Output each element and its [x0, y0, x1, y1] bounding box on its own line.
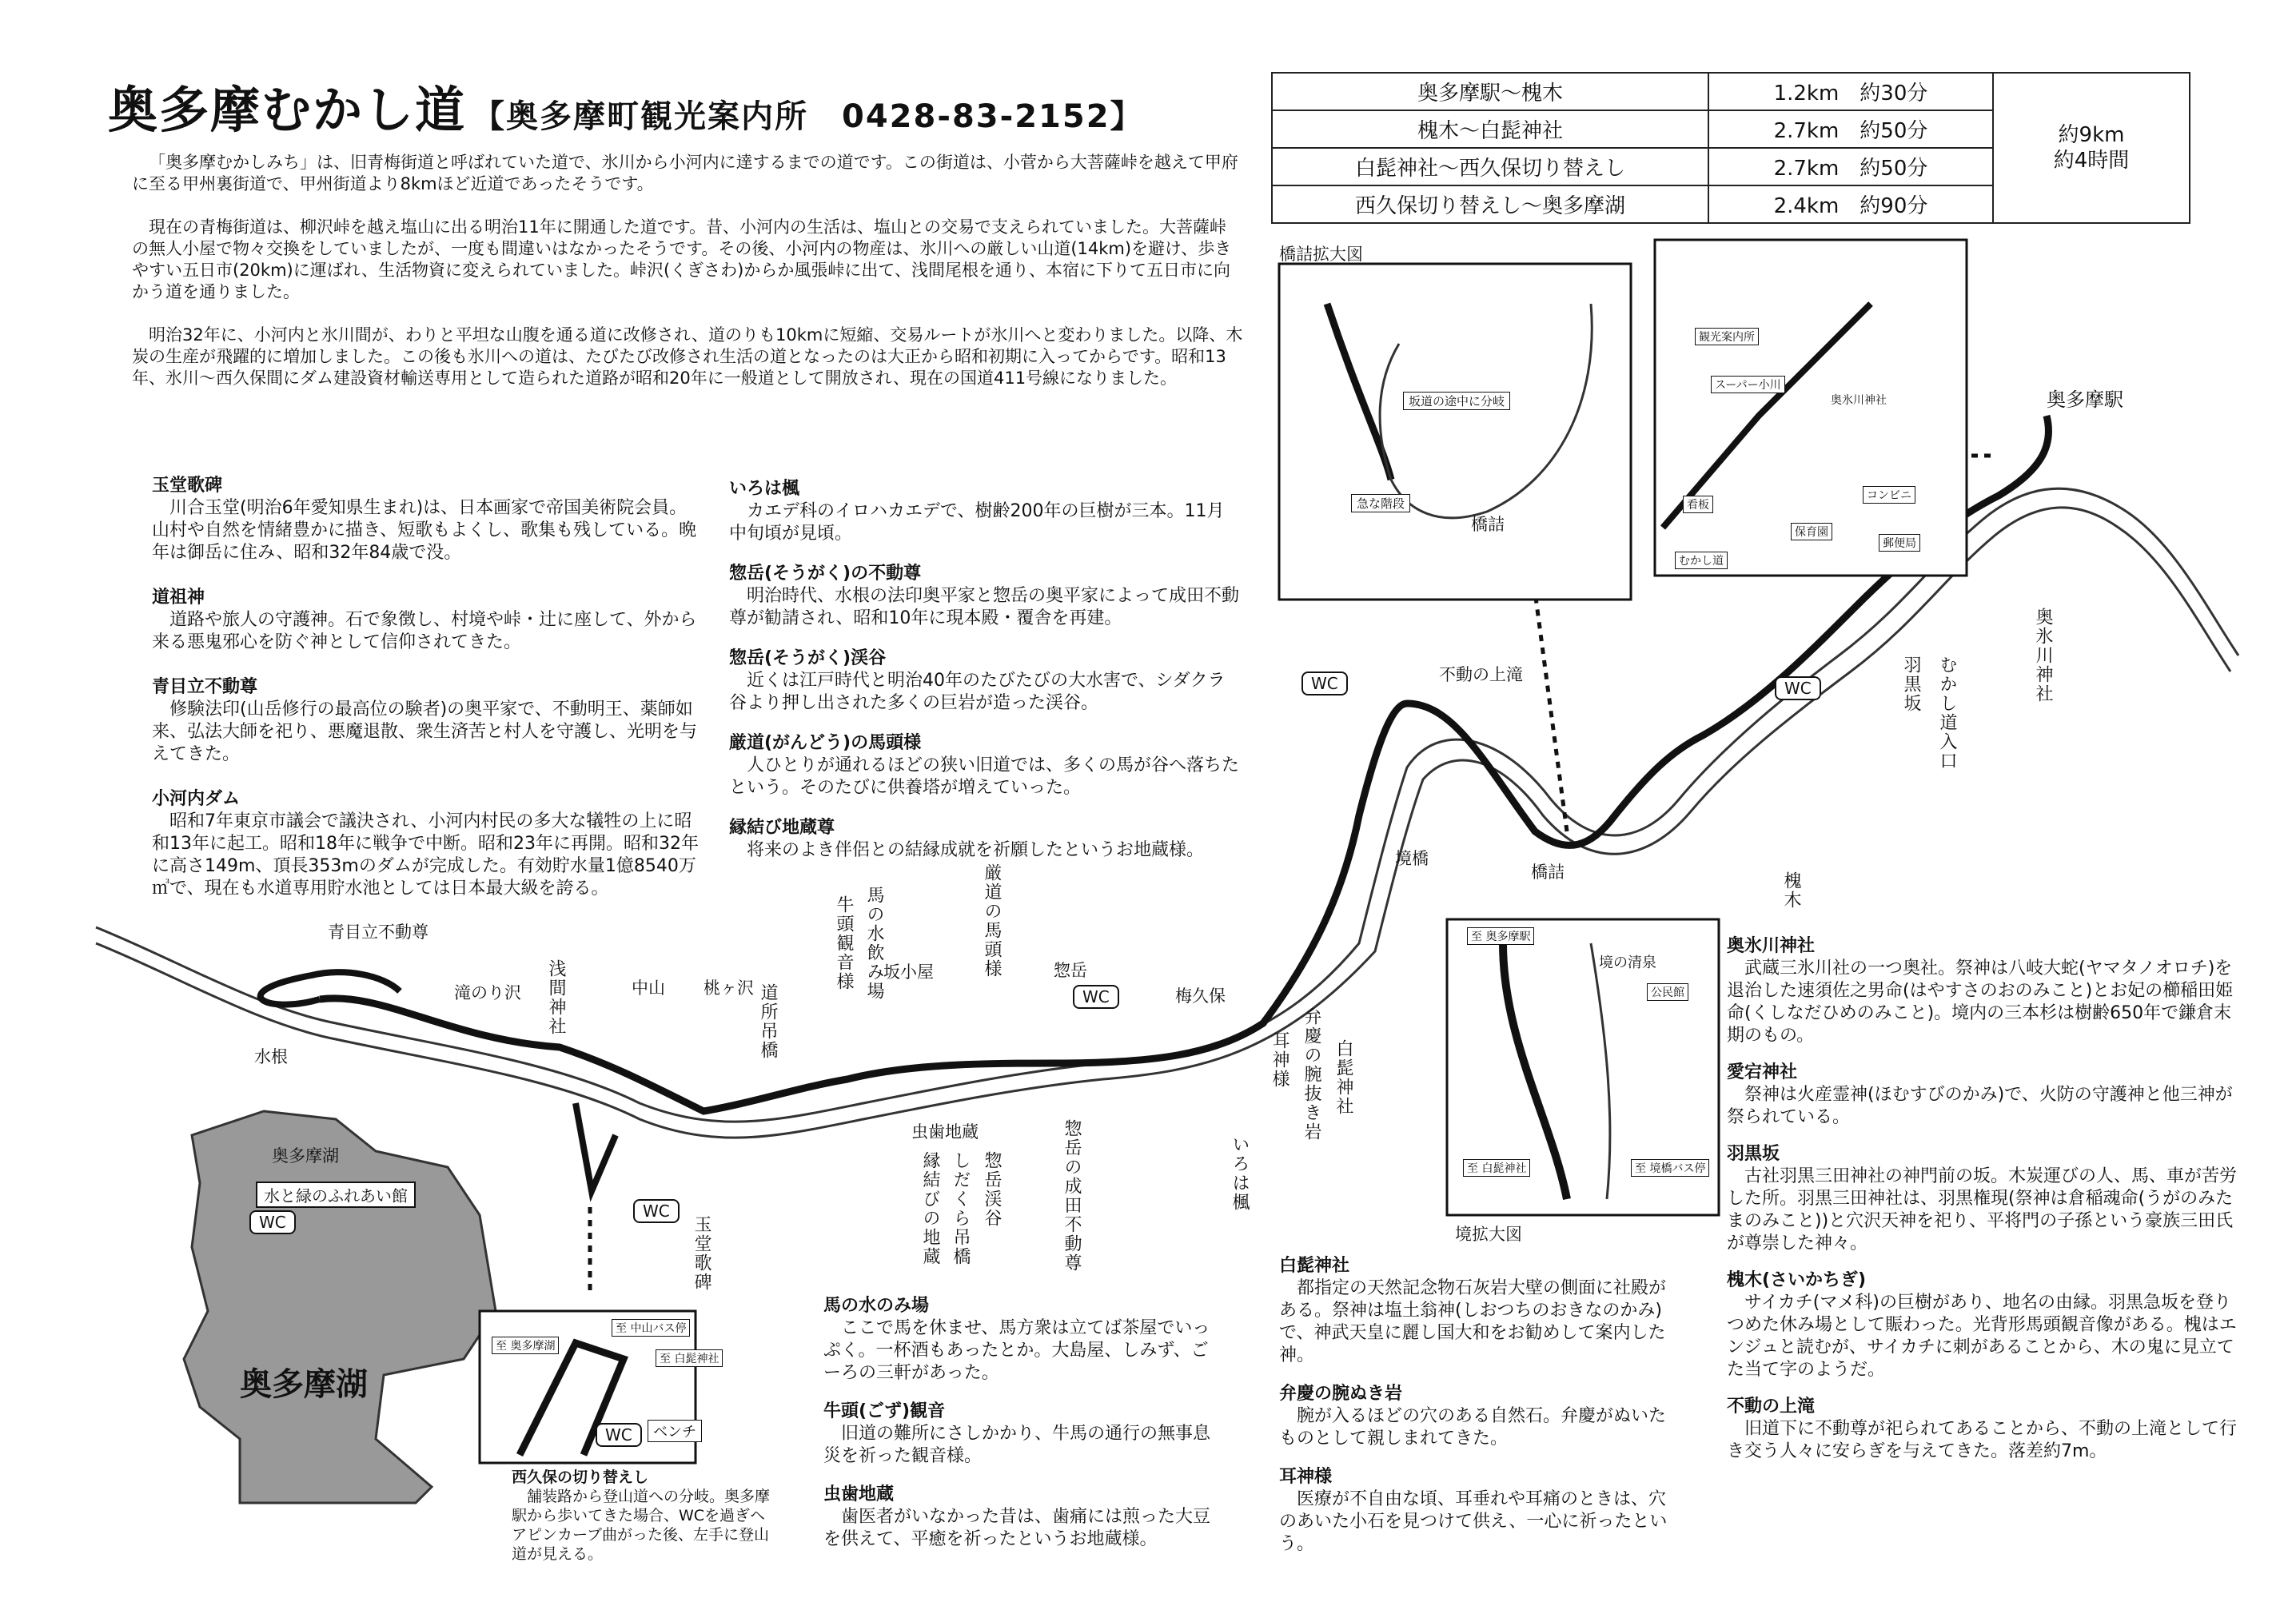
place-label: しだくら吊橋: [951, 1151, 971, 1266]
inset-sign: 至 奥多摩駅: [1467, 927, 1534, 945]
note-body: 古社羽黒三田神社の神門前の坂。木炭運びの人、馬、車が苦労した所。羽黒三田神社は、羽黒権現(祭神は倉稲魂命(うがのみたまのみこと))と穴沢天神を祀り、平将門の子孫という豪族三田氏が尊崇した神々。: [1727, 1166, 2238, 1253]
inset-place: 境の清泉: [1599, 954, 1656, 971]
section-cell: 西久保切り替えし～奥多摩湖: [1272, 185, 1708, 223]
notes-bottom-mid: [823, 1295, 1223, 1551]
place-label: 青目立不動尊: [328, 923, 429, 942]
wc-label: WC: [1301, 672, 1348, 695]
place-label: 奥氷川神社: [2033, 608, 2053, 703]
note-title: 馬の水のみ場: [823, 1296, 930, 1316]
note-title: 玉堂歌碑: [152, 476, 223, 496]
note-body: 歯医者がいなかった昔は、歯痛には煎った大豆を供えて、平癒を祈ったというお地蔵様。: [823, 1507, 1211, 1549]
station-label: 奥多摩駅: [2047, 389, 2123, 411]
note-title: 牛頭(ごず)観音: [823, 1401, 946, 1421]
section-cell: 白髭神社～西久保切り替えし: [1272, 148, 1708, 185]
note-title: 奥氷川神社: [1727, 936, 1816, 956]
note-body: 明治時代、水根の法印奥平家と惣岳の奥平家によって成田不動尊が勧請され、昭和10年に現本殿・覆舎を再建。: [729, 586, 1240, 628]
distance-cell: 2.4km 約90分: [1708, 185, 1993, 223]
intro-paragraph: 「奥多摩むかしみち」は、旧青梅街道と呼ばれていた道で、氷川から小河内に達するまでの道です。この街道は、小菅から大菩薩峠を越えて甲府に至る甲州裏街道で、甲州街道より8kmほど近道であったそうです。: [132, 153, 1238, 193]
lake-label: 奥多摩湖: [240, 1366, 368, 1403]
inset-station-label: 看板: [1683, 496, 1713, 513]
note-item: [729, 817, 1241, 862]
note-item: [1727, 1396, 2246, 1463]
place-label: 惣岳の成田不動尊: [1062, 1119, 1082, 1273]
inset-station-label: コンビニ: [1863, 486, 1915, 504]
place-label: 橋詰: [1531, 863, 1565, 882]
place-label: 馬の水飲み場: [864, 886, 884, 1001]
inset-place: 橋詰: [1471, 515, 1505, 534]
note-title: いろは楓: [729, 479, 800, 499]
note-body: カエデ科のイロハカエデで、樹齢200年の巨樹が三本。11月中旬頃が見頃。: [729, 501, 1225, 544]
notes-mid: [729, 478, 1241, 862]
lake-shape: [184, 1111, 496, 1503]
note-item: [729, 563, 1241, 630]
wc-label: WC: [633, 1199, 680, 1223]
inset-place: 公民館: [1647, 983, 1688, 1001]
note-body: 将来のよき伴侶との結縁成就を祈願したというお地蔵様。: [747, 840, 1205, 860]
wc-label: WC: [1073, 985, 1119, 1009]
note-title: 羽黒坂: [1727, 1144, 1780, 1164]
note-body: 都指定の天然記念物石灰岩大壁の側面に社殿がある。祭神は塩土翁神(しおつちのおきなのかみ)で、神武天皇に麗し国大和をお勧めして案内した神。: [1279, 1278, 1667, 1365]
section-cell: 槐木～白髭神社: [1272, 110, 1708, 148]
note-body: 腕が入るほどの穴のある自然石。弁慶がぬいたものとして親しまれてきた。: [1279, 1406, 1667, 1449]
note-body: 舗装路から登山道への分岐。奥多摩駅から歩いてきた場合、WCを過ぎヘアピンカーブ曲がった後、左手に登山道が見える。: [512, 1488, 771, 1563]
wc-label: WC: [1775, 676, 1821, 700]
note-title: 白髭神社: [1279, 1256, 1350, 1276]
note-item: [152, 475, 704, 564]
note-title: 槐木(さいかちぎ): [1727, 1270, 1867, 1290]
place-label: 玉堂歌碑: [692, 1215, 712, 1292]
inset-sign: 坂道の途中に分岐: [1403, 392, 1510, 410]
note-title: 西久保の切り替えし: [512, 1469, 649, 1486]
note-item: [729, 648, 1241, 715]
page-title: 奥多摩むかし道 【奥多摩町観光案内所 0428-83-2152】: [108, 81, 1144, 139]
place-label: いろは楓: [1230, 1135, 1250, 1212]
inset-pointer: [1535, 592, 1567, 831]
inset-title: 境拡大図: [1455, 1225, 1522, 1244]
note-body: 川合玉堂(明治6年愛知県生まれ)は、日本画家で帝国美術院会員。山村や自然を情緒豊かに描き、短歌もよくし、歌集も残している。晩年は御岳に住み、昭和32年84歳で没。: [152, 498, 697, 563]
note-title: 耳神様: [1279, 1467, 1333, 1487]
inset-station-label: 奥氷川神社: [1831, 392, 1887, 408]
fureai-label: 水と緑のふれあい館: [256, 1182, 416, 1208]
note-item: [1727, 1269, 2246, 1381]
note-title: 虫歯地蔵: [823, 1484, 895, 1504]
inset-sign: 急な階段: [1351, 494, 1410, 512]
notes-bottom-center: [1279, 1255, 1679, 1556]
place-label: 厳道の馬頭様: [982, 863, 1002, 978]
place-label: 惣岳渓谷: [982, 1151, 1002, 1228]
note-item: [152, 676, 704, 766]
total-time: 約4時間: [2053, 149, 2130, 173]
place-label: 滝のり沢: [454, 983, 521, 1002]
inset-station-label: 郵便局: [1879, 534, 1920, 552]
distance-cell: 2.7km 約50分: [1708, 148, 1993, 185]
note-title: 愛宕神社: [1727, 1062, 1798, 1082]
place-label: 境橋: [1395, 849, 1429, 868]
note-body: 修験法印(山岳修行の最高位の験者)の奥平家で、不動明王、薬師如来、弘法大師を祀り、悪魔退散、衆生済苦と村人を守護し、光明を与えてきた。: [152, 699, 698, 764]
note-item: [823, 1401, 1223, 1468]
inset-station-label: スーパー小川: [1711, 376, 1785, 393]
place-label: 羽黒坂: [1901, 656, 1921, 713]
inset-station-label: むかし道: [1675, 552, 1728, 569]
note-body: 旧道の難所にさしかかり、牛馬の通行の無事息災を祈った観音様。: [823, 1424, 1211, 1466]
note-body: 旧道下に不動尊が祀られてあることから、不動の上滝として行き交う人々に安らぎを与えてきた。落差約7m。: [1727, 1419, 2238, 1461]
wc-label: WC: [249, 1210, 296, 1234]
inset-sign: 至 白髭神社: [656, 1349, 723, 1367]
place-label: 縁結びの地蔵: [920, 1151, 940, 1266]
note-title: 惣岳(そうがく)渓谷: [729, 648, 887, 668]
note-item: [152, 788, 704, 900]
note-body: 道路や旅人の守護神。石で象徴し、村境や峠・辻に座して、外から来る悪鬼邪心を防ぐ神として信仰されてきた。: [152, 610, 697, 652]
inset-sign: 至 中山バス停: [612, 1319, 690, 1337]
note-item: [152, 587, 704, 654]
place-label: 槐木: [1781, 871, 1801, 910]
inset-sign: 至 境橋バス停: [1631, 1159, 1709, 1177]
note-item: [823, 1484, 1223, 1551]
note-body: 祭神は火産霊神(ほむすびのかみ)で、火防の守護神と他三神が祭られている。: [1727, 1085, 2233, 1127]
place-label: 弁慶の腕抜き岩: [1301, 1007, 1321, 1142]
note-body: 武蔵三氷川社の一つ奥社。祭神は八岐大蛇(ヤマタノオロチ)を退治した速須佐之男命(はやすさのおのみこと)とお妃の櫛稲田姫命(くしなだひめのみこと)。境内の三本杉は樹齢650年で鎌倉末期のもの。: [1727, 958, 2234, 1046]
note-item: [1279, 1466, 1679, 1556]
note-title: 弁慶の腕ぬき岩: [1279, 1384, 1403, 1404]
place-label: 梅久保: [1175, 986, 1226, 1006]
inset-station-label: 保育園: [1791, 523, 1832, 540]
note-item: [1727, 1062, 2246, 1129]
note-item: [1279, 1383, 1679, 1450]
place-label: 虫歯地蔵: [911, 1122, 979, 1142]
notes-left: [152, 475, 704, 900]
note-body: 医療が不自由な頃、耳垂れや耳痛のときは、穴のあいた小石を見つけて供え、一心に祈ったという。: [1279, 1489, 1668, 1554]
note-body: ここで馬を休ませ、馬方衆は立てば茶屋でいっぷく。一杯酒もあったとか。大島屋、しみず、ごーろの三軒があった。: [823, 1318, 1210, 1383]
note-item: [1279, 1255, 1679, 1367]
inset-station-label: 観光案内所: [1695, 328, 1759, 345]
intro-paragraph: 明治32年に、小河内と氷川間が、わりと平坦な山腹を通る道に改修され、道のりも10kmに短縮、交易ルートが氷川へと変わりました。以降、木炭の生産が飛躍的に増加しました。この後も氷川への道は、たびたび改修され生活の道となったのは大正から昭和初期に入ってからです。昭和13年、氷川～西久保間にダム建設資材輸送専用として造られた道路が昭和20年に一般道として開放され、現在の国道411号線になりました。: [132, 325, 1243, 388]
inset-sign: 至 白髭神社: [1463, 1159, 1530, 1177]
place-label: 桃ヶ沢: [704, 978, 754, 998]
note-body: 近くは江戸時代と明治40年のたびたびの大水害で、シダクラ谷より押し出された多くの巨岩が造った渓谷。: [729, 671, 1226, 713]
note-title: 道祖神: [152, 588, 205, 608]
place-label: むかし道入口: [1937, 656, 1957, 771]
contact-info: 【奥多摩町観光案内所 0428-83-2152】: [472, 98, 1144, 135]
note-title: 惣岳(そうがく)の不動尊: [729, 564, 922, 584]
note-title: 厳道(がんどう)の馬頭様: [729, 733, 922, 753]
note-body: サイカチ(マメ科)の巨樹があり、地名の由縁。羽黒急坂を登りつめた休み場として賑わった。光背形馬頭観音像がある。槐はエンジュと読むが、サイカチに刺があることから、木の鬼に見立てた当て字のようだ。: [1727, 1293, 2237, 1380]
place-label: 中山: [632, 978, 665, 998]
note-title: 青目立不動尊: [152, 677, 258, 697]
place-label: 水根: [254, 1047, 288, 1066]
note-item: [729, 478, 1241, 545]
intro-paragraph: 現在の青梅街道は、柳沢峠を越え塩山に出る明治11年に開通した道です。昔、小河内の生活は、塩山との交易で支えられていました。大菩薩峠の無人小屋で物々交換をしていましたが、一度も間違いはなかったそうです。その後、小河内の物産は、氷川への厳しい山道(14km)を避け、歩きやすい五日市(20km)に運ばれ、生活物資に変えられていました。峠沢(くぎさわ)からか風張峠に出て、浅間尾根を通り、本宿に下りて五日市に向かう道を通りました。: [132, 217, 1232, 301]
inset-bench: ベンチ: [648, 1420, 702, 1442]
place-label: 白髭神社: [1333, 1039, 1353, 1116]
inset-title: 橋詰拡大図: [1279, 245, 1363, 264]
wc-label: WC: [596, 1423, 642, 1447]
note-title: 不動の上滝: [1727, 1397, 1816, 1417]
distance-cell: 1.2km 約30分: [1708, 73, 1993, 110]
note-title: 縁結び地蔵尊: [729, 818, 835, 838]
note-item: [1727, 1143, 2246, 1255]
section-cell: 奥多摩駅～槐木: [1272, 73, 1708, 110]
total-distance: 約9km: [2058, 123, 2125, 147]
note-body: 人ひとりが通れるほどの狭い旧道では、多くの馬が谷へ落ちたという。そのたびに供養塔が増えていった。: [729, 755, 1240, 798]
distance-cell: 2.7km 約50分: [1708, 110, 1993, 148]
lake-small-label: 奥多摩湖: [272, 1146, 339, 1166]
place-label: 浅間神社: [546, 959, 566, 1036]
nishikubo-hairpin: [576, 1103, 616, 1191]
place-label: 耳神様: [1270, 1031, 1290, 1089]
note-body: 昭和7年東京市議会で議決され、小河内村民の多大な犠牲の上に昭和13年に起工。昭和18年に戦争で中断。昭和23年に再開。昭和32年に高さ149m、頂長353mのダムが完成した。有効貯水量1億8540万㎥で、現在も水道専用貯水池としては日本最大級を誇る。: [152, 811, 699, 899]
place-label: 坂小屋: [883, 962, 934, 982]
note-title: 小河内ダム: [152, 789, 241, 809]
place-label: 牛頭観音様: [834, 895, 854, 991]
notes-right: [1727, 935, 2246, 1463]
nishikubo-caption: [512, 1468, 775, 1564]
place-label: 惣岳: [1054, 961, 1087, 980]
note-item: [729, 732, 1241, 799]
note-item: [1727, 935, 2246, 1047]
note-item: [823, 1295, 1223, 1385]
place-label: 不動の上滝: [1439, 665, 1523, 684]
inset-sign: 至 奥多摩湖: [492, 1337, 559, 1354]
place-label: 道所吊橋: [758, 983, 778, 1060]
